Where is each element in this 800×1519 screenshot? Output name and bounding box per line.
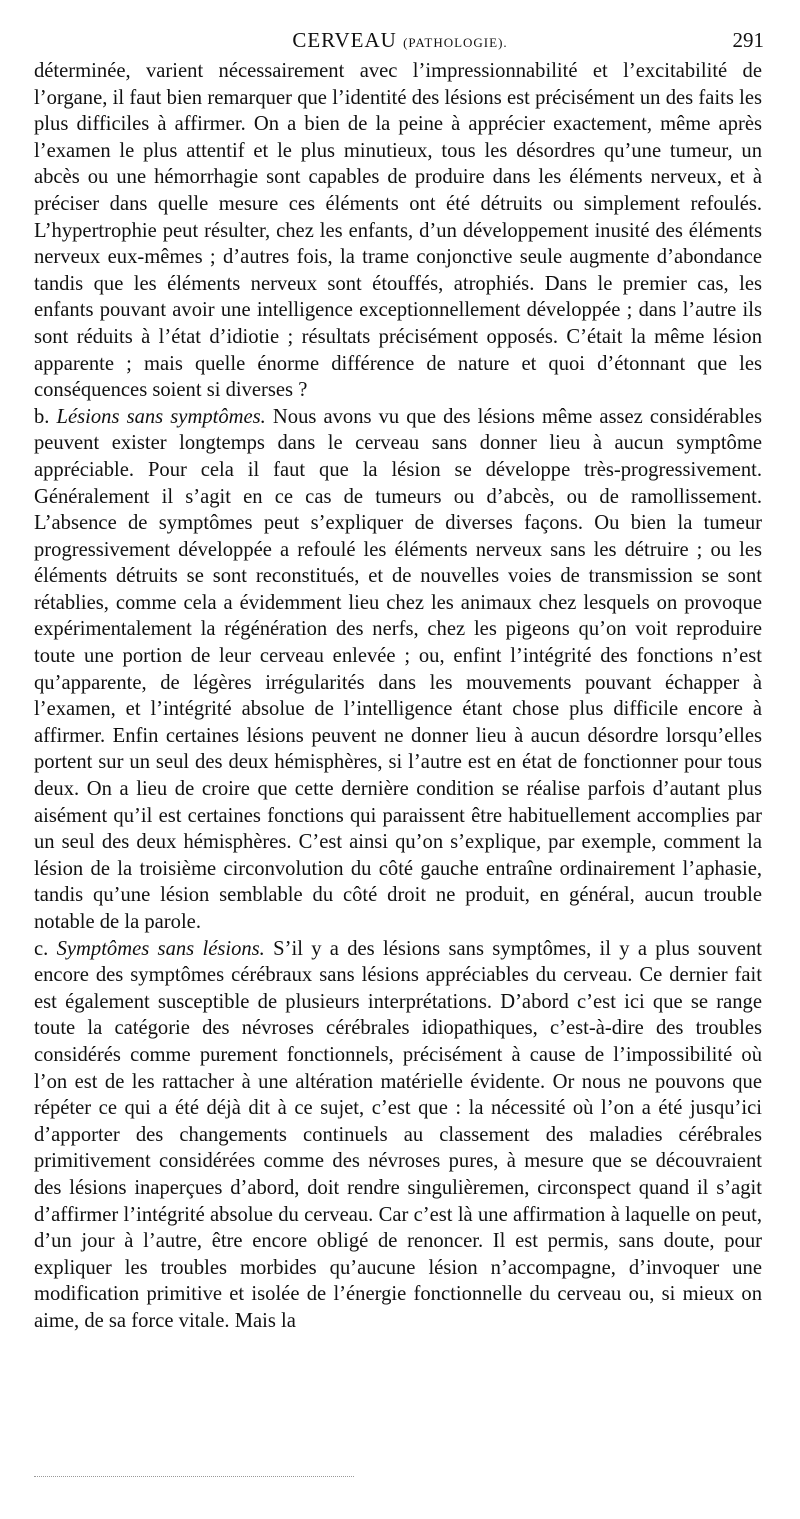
section-c — [34, 936, 762, 1335]
page-number: 291 — [732, 28, 764, 52]
paragraph-text: déterminée, varient nécessairement avec l’impressionnabilité et l’excitabilité de l’organe, il faut bien remarquer que l’identité des lésions est précisément un des faits les plus difficiles à affirmer. On a bien de la peine à apprécier exactement, même après l’examen le plus attentif et le plus minutieux, tous les désordres qu’une tumeur, un abcès ou une hémorrhagie sont capables de produire dans les éléments nerveux, et à préciser dans quelle mesure ces éléments ont été détruits ou simplement refoulés. L’hypertrophie peut résulter, chez les enfants, d’un développement inusité des éléments nerveux eux-mêmes ; d’autres fois, la trame conjonctive seule augmente d’abondance tandis que les éléments nerveux sont étouffés, atrophiés. Dans le premier cas, les enfants pouvant avoir une intelligence exceptionnellement développée ; dans l’autre ils sont réduits à l’état d’idiotie ; résultats précisément opposés. C’était la même lésion apparente ; mais quelle énorme différence de nature et quoi d’étonnant que les conséquences soient si diverses ? — [34, 60, 762, 402]
paragraph-text: S’il y a des lésions sans symptômes, il y a plus souvent encore des symptômes cérébraux sans lésions appréciables du cerveau. Ce dernier fait est également susceptible de plusieurs interprétations. D’abord c’est ici que se range toute la catégorie des névroses cérébrales idiopathiques, c’est-à-dire des troubles considérés comme purement fonctionnels, précisément à cause de l’impossibilité où l’on est de les rattacher à une altération matérielle évidente. Or nous ne pouvons que répéter ce qui a été déjà dit à ce sujet, c’est que : la nécessité où l’on a été jusqu’ici d’apporter des changements continuels au classement des maladies cérébrales primitivement considérées comme des névroses pures, à mesure que se découvraient des lésions inaperçues d’abord, doit rendre singulièremen, circonspect quand il s’agit d’affirmer l’intégrité absolue du cerveau. Car c’est là une affirmation à laquelle on peut, d’un jour à l’autre, être encore obligé de renoncer. Il est permis, sans doute, pour expliquer les troubles morbides qu’aucune lésion n’accompagne, d’invoquer une modification primitive et isolée de l’énergie fonctionnelle du cerveau ou, si mieux on aime, de sa force vitale. Mais la — [34, 937, 762, 1332]
section-b — [34, 404, 762, 936]
section-letter: b. — [34, 405, 50, 428]
running-title-main: CERVEAU — [292, 28, 397, 52]
section-title: Symptômes sans lésions. — [56, 937, 265, 960]
page-header — [0, 28, 800, 58]
running-title-sub: (PATHOLOGIE). — [403, 35, 508, 50]
section-letter: c. — [34, 937, 49, 960]
body-text — [34, 58, 762, 1335]
running-title — [0, 28, 800, 53]
paragraph-continuation — [34, 58, 762, 404]
section-title: Lésions sans symptômes. — [56, 405, 266, 428]
paragraph-text: Nous avons vu que des lésions même assez considérables peuvent exister longtemps dans le cerveau sans donner lieu à aucun symptôme appréciable. Pour cela il faut que la lésion se développe très-progressivement. Généralement il s’agit en ce cas de tumeurs ou d’abcès, ou de ramollissement. L’absence de symptômes peut s’expliquer de diverses façons. Ou bien la tumeur progressivement développée a refoulé les éléments nerveux sans les détruire ; ou les éléments détruits se sont reconstitués, et de nouvelles voies de transmission se sont rétablies, comme cela a évidemment lieu chez les animaux chez lesquels on provoque expérimentalement la régénération des nerfs, chez les pigeons qu’on voit reproduire toute une portion de leur cerveau enlevée ; ou, enfint l’intégrité des fonctions n’est qu’apparente, de légères irrégularités dans les mouvements pouvant échapper à l’examen, et l’intégrité absolue de l’intelligence étant chose plus difficile encore à affirmer. Enfin certaines lésions peuvent ne donner lieu à aucun désordre lorsqu’elles portent sur un seul des deux hémisphères, si l’autre est en état de fonctionner pour tous deux. On a lieu de croire que cette dernière condition se réalise parfois d’autant plus aisément qu’il est certaines fonctions qui paraissent être habituellement accomplies par un seul des deux hémisphères. C’est ainsi qu’on s’explique, par exemple, comment la lésion de la troisième circonvolution du côté gauche entraîne ordinairement l’aphasie, tandis qu’une lésion semblable du côté droit ne produit, en général, aucun trouble notable de la parole. — [34, 405, 762, 933]
footer-rule — [34, 1476, 354, 1477]
